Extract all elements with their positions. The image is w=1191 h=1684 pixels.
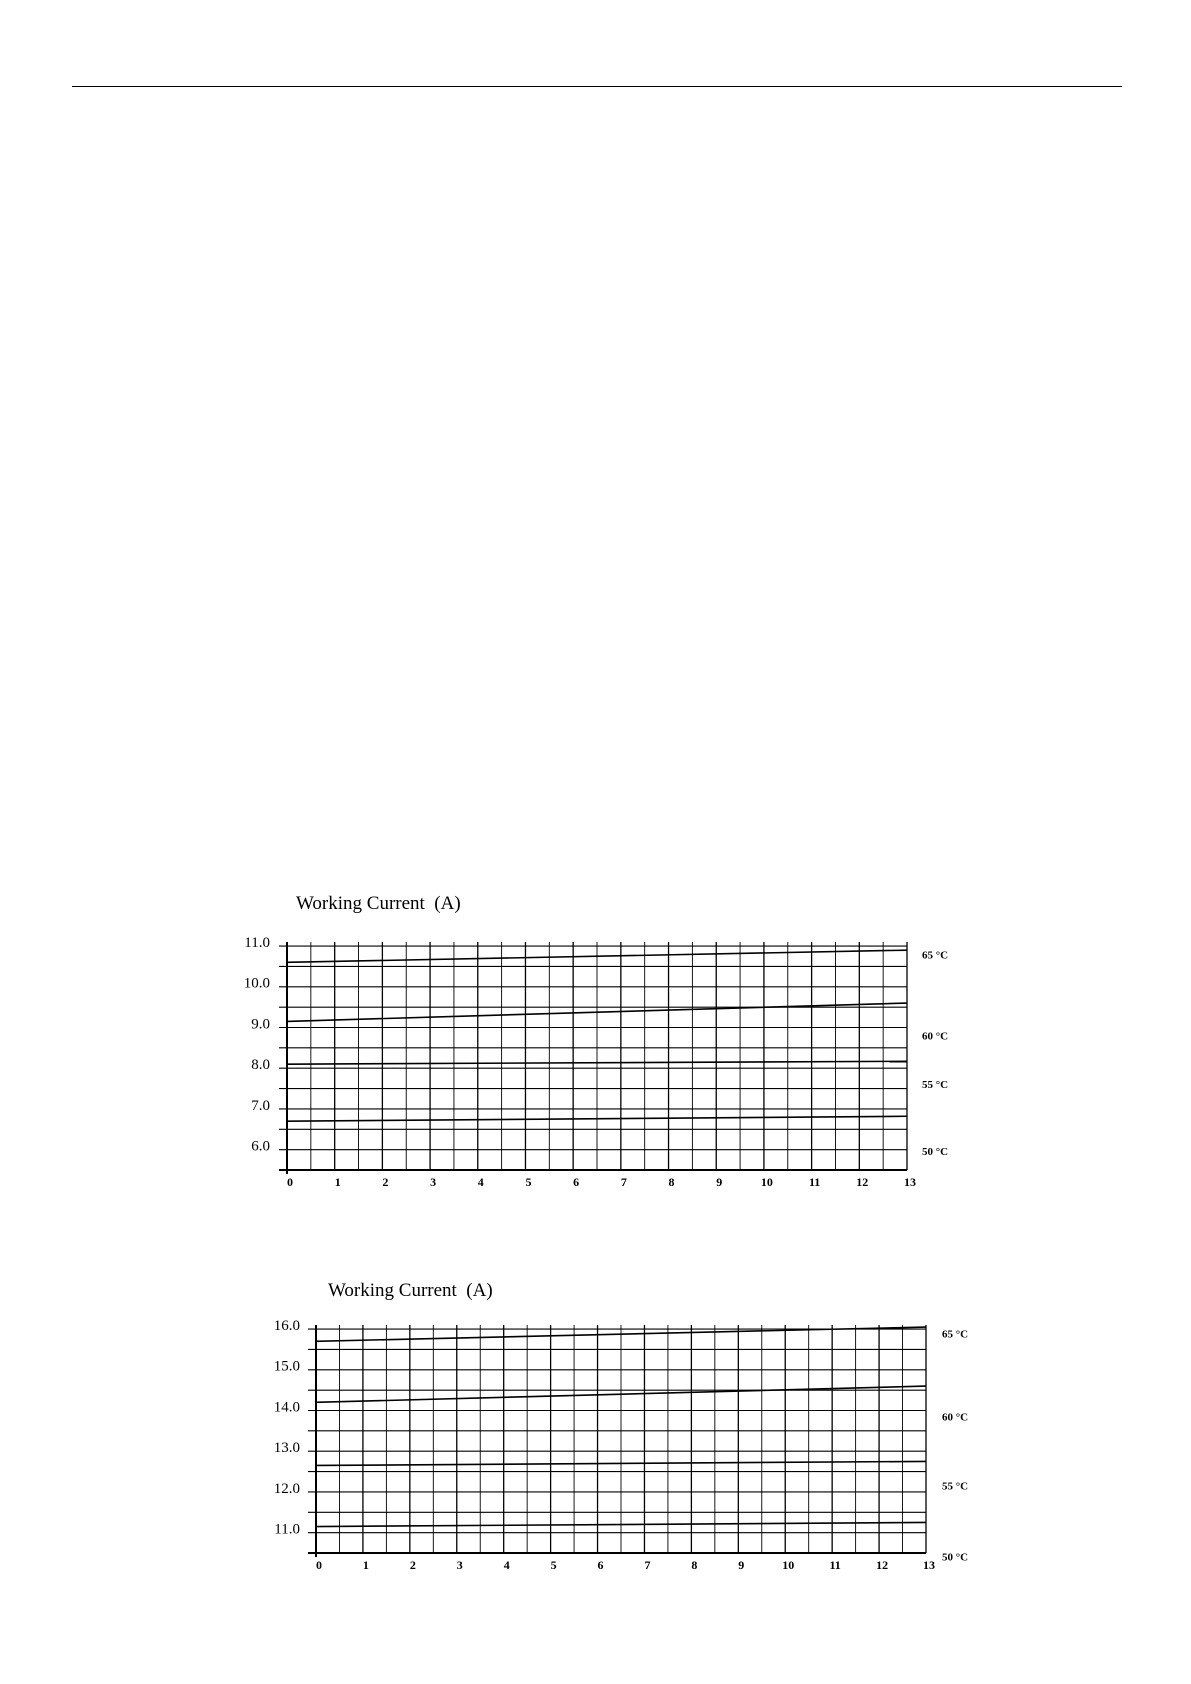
x-tick-label: 9 xyxy=(716,1175,723,1189)
series-label: 55 °C xyxy=(922,1079,949,1092)
x-tick-label: 13 xyxy=(904,1175,916,1189)
x-tick-label: 9 xyxy=(738,1558,745,1572)
x-tick-label: 6 xyxy=(573,1175,580,1189)
x-tick-label: 4 xyxy=(503,1558,510,1572)
x-tick-label: 2 xyxy=(409,1558,416,1572)
chart-2 xyxy=(0,1310,1191,1590)
y-tick-label: 14.0 xyxy=(273,1399,300,1416)
x-tick-label: 10 xyxy=(782,1558,795,1572)
x-tick-label: 3 xyxy=(456,1558,463,1572)
series-label: 50 °C xyxy=(922,1146,949,1159)
x-tick-label: 11 xyxy=(808,1175,821,1189)
x-tick-label: 1 xyxy=(362,1558,369,1572)
chart-1 xyxy=(0,922,1191,1202)
x-tick-label: 4 xyxy=(477,1175,484,1189)
header-rule xyxy=(72,86,1122,87)
series-label: 55 °C xyxy=(942,1480,969,1493)
chart-1-grid xyxy=(279,942,907,1170)
x-tick-label: 12 xyxy=(876,1558,889,1572)
x-tick-label: 8 xyxy=(691,1558,698,1572)
x-tick-label: 12 xyxy=(856,1175,869,1189)
y-tick-label: 7.0 xyxy=(251,1097,270,1114)
series-label: 50 °C xyxy=(942,1551,969,1564)
x-tick-label: 10 xyxy=(760,1175,773,1189)
series-label: 60 °C xyxy=(942,1411,969,1424)
x-tick-label: 0 xyxy=(287,1175,293,1189)
x-tick-label: 2 xyxy=(382,1175,389,1189)
x-tick-label: 1 xyxy=(334,1175,341,1189)
x-tick-label: 11 xyxy=(829,1558,841,1572)
x-tick-label: 3 xyxy=(430,1175,437,1189)
x-tick-label: 13 xyxy=(923,1558,935,1572)
y-tick-label: 11.0 xyxy=(244,935,270,951)
x-tick-label: 5 xyxy=(525,1175,532,1189)
y-tick-label: 12.0 xyxy=(273,1480,300,1497)
y-tick-label: 8.0 xyxy=(251,1057,270,1074)
x-tick-label: 7 xyxy=(644,1558,651,1572)
y-tick-label: 11.0 xyxy=(274,1521,300,1538)
x-tick-label: 0 xyxy=(316,1558,322,1572)
x-tick-label: 7 xyxy=(620,1175,627,1189)
y-tick-label: 10.0 xyxy=(243,975,270,992)
series-label: 65 °C xyxy=(922,949,949,962)
y-tick-label: 13.0 xyxy=(273,1440,300,1457)
x-tick-label: 6 xyxy=(597,1558,604,1572)
x-tick-label: 8 xyxy=(668,1175,675,1189)
series-label: 60 °C xyxy=(922,1030,949,1043)
y-tick-label: 9.0 xyxy=(251,1016,270,1033)
chart-1-title: Working Current (A) xyxy=(296,893,461,914)
y-tick-label: 16.0 xyxy=(273,1318,300,1334)
x-tick-label: 5 xyxy=(550,1558,557,1572)
chart-2-title: Working Current (A) xyxy=(328,1280,493,1301)
chart-2-grid xyxy=(308,1325,926,1553)
y-tick-label: 15.0 xyxy=(273,1358,300,1375)
y-tick-label: 6.0 xyxy=(251,1138,270,1155)
series-label: 65 °C xyxy=(942,1328,969,1341)
